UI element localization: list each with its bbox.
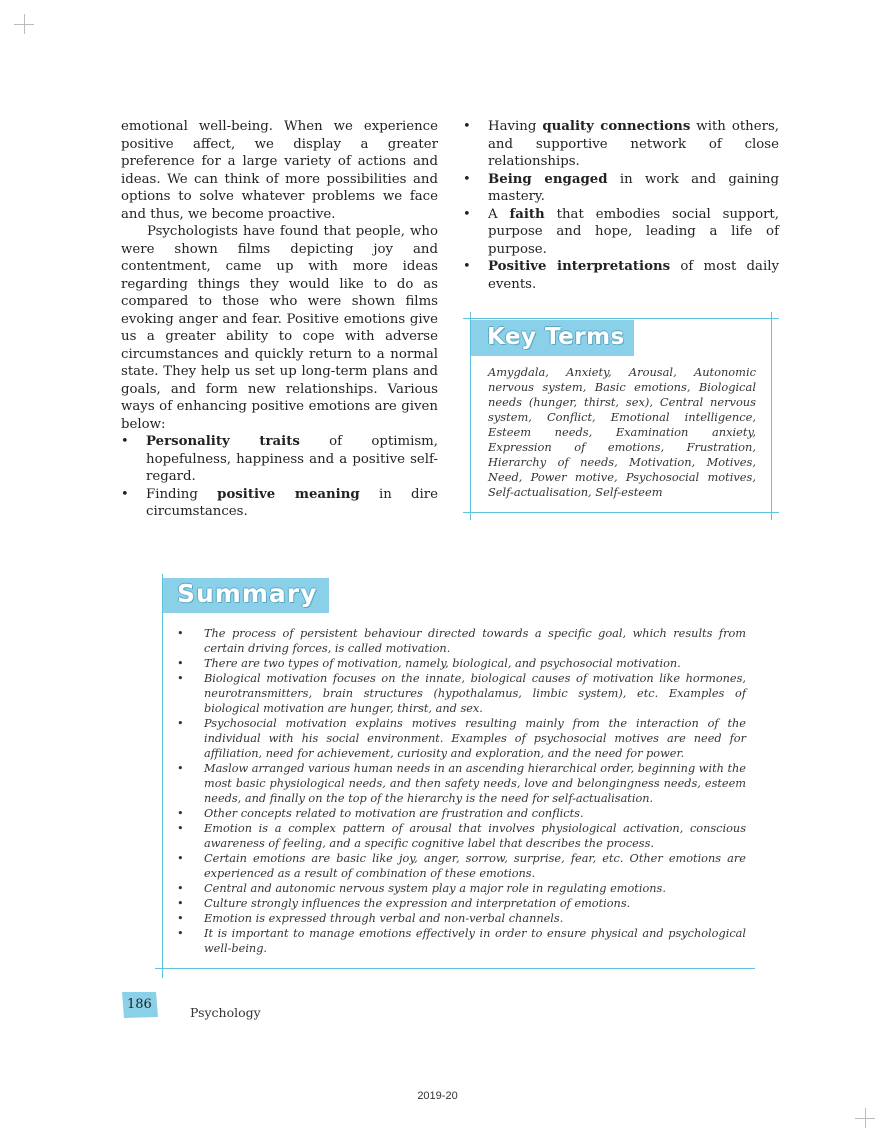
list-item — [463, 171, 779, 206]
summary-list — [177, 626, 746, 956]
list-item — [177, 881, 746, 896]
bold-term: Personality traits — [146, 434, 300, 449]
summary-box — [155, 574, 755, 978]
item-text: of optimism, hopefulness, happiness and a positive self-regard. — [146, 434, 438, 484]
bold-term: positive meaning — [217, 486, 360, 502]
item-text: Having — [488, 119, 543, 134]
summary-header — [163, 578, 329, 613]
key-terms-text: Amygdala, Anxiety, Arousal, Autonomic nervous system, Basic emotions, Biological needs (hunger, thirst, sex), Central nervous system, Conflict, Emotional intelligence, Esteem needs, Examination anxiety, Expression of emotions, Frustration, Hierarchy of needs, Motivation, Motives, Need, Power motive, Psychosocial motives, Self-actualisation, Self-esteem — [488, 365, 756, 499]
item-text: Emotion is expressed through verbal and non-verbal channels. — [204, 912, 564, 925]
list-item — [177, 626, 746, 656]
bullet-icon: • — [177, 627, 184, 640]
key-terms-title: Key Terms — [487, 324, 625, 350]
list-item — [177, 851, 746, 881]
bullet-icon: • — [177, 762, 184, 775]
bullet-icon: • — [463, 206, 471, 222]
item-text: Central and autonomic nervous system play a major role in regulating emotions. — [204, 882, 666, 895]
bullet-icon: • — [177, 657, 184, 670]
item-text: Maslow arranged various human needs in an ascending hierarchical order, beginning with the most basic physiological needs, and then safety needs, love and belongingness needs, esteem needs, and finally on the top of the hierarchy is the need for self-actualisation. — [204, 762, 746, 805]
bullet-icon: • — [177, 672, 184, 685]
list-item — [177, 716, 746, 761]
bullet-list — [463, 118, 779, 293]
list-item — [177, 656, 746, 671]
right-column — [463, 118, 779, 293]
list-item — [121, 486, 438, 521]
bullet-icon: • — [177, 912, 184, 925]
item-text: Psychosocial motivation explains motives resulting mainly from the interaction of the individual with his social environment. Examples of psychosocial motives are need for affiliation, need for achievement, curiosity and exploration, and the need for power. — [204, 717, 746, 760]
item-text: Emotion is a complex pattern of arousal that involves physiological activation, conscious awareness of feeling, and a specific cognitive label that describes the process. — [204, 822, 746, 850]
list-item — [177, 896, 746, 911]
list-item — [177, 911, 746, 926]
bullet-icon: • — [177, 717, 184, 730]
bullet-icon: • — [121, 486, 129, 502]
item-text: Biological motivation focuses on the innate, biological causes of motivation like hormones, neurotransmitters, brain structures (hypothalamus, limbic system), etc. Examples of biological motivation are hunger, thirst, and sex. — [204, 672, 746, 715]
item-text: It is important to manage emotions effectively in order to ensure physical and psychological well-being. — [204, 927, 746, 955]
item-text: of most daily events. — [488, 259, 779, 292]
item-text: in dire circumstances. — [146, 486, 439, 519]
paragraph: Psychologists have found that people, who were shown films depicting joy and contentment, came up with more ideas regarding things they would like to do as compared to those who were shown films evoking anger and fear. Positive emotions give us a greater ability to cope with adverse circumstances and quickly return to a normal state. They help us set up long-term plans and goals, and form new relationships. Various ways of enhancing positive emotions are given below: — [121, 224, 438, 432]
summary-title: Summary — [177, 579, 318, 608]
crop-mark — [24, 14, 25, 34]
list-item — [177, 926, 746, 956]
bullet-icon: • — [177, 852, 184, 865]
bullet-icon: • — [463, 259, 471, 274]
item-text: that embodies social support, purpose and hope, leading a life of purpose. — [488, 206, 779, 257]
list-item — [463, 118, 779, 171]
key-terms-box — [463, 312, 779, 520]
box-rule — [463, 512, 779, 513]
box-rule — [463, 318, 779, 319]
item-text: Finding — [146, 486, 218, 502]
key-terms-header — [471, 320, 634, 356]
edition-year: 2019-20 — [417, 1090, 458, 1102]
item-text: with others, and supportive network of close relationships. — [488, 119, 780, 169]
box-rule — [771, 312, 772, 520]
item-text: The process of persistent behaviour directed towards a specific goal, which results from certain driving forces, is called motivation. — [204, 627, 746, 655]
bold-term: faith — [509, 206, 545, 222]
bold-term: Positive interpretations — [488, 259, 671, 274]
item-text: Certain emotions are basic like joy, anger, sorrow, surprise, fear, etc. Other emotions are experienced as a result of combination of these emotions. — [204, 852, 746, 880]
bullet-icon: • — [177, 927, 184, 940]
item-text: A — [488, 206, 510, 222]
bullet-icon: • — [177, 882, 184, 895]
list-item — [177, 761, 746, 806]
bullet-list — [121, 433, 438, 521]
bullet-icon: • — [177, 822, 184, 835]
box-rule — [162, 574, 163, 978]
bold-term: Being engaged — [488, 171, 608, 187]
list-item — [121, 433, 438, 486]
bullet-icon: • — [463, 171, 471, 187]
bold-term: quality connections — [542, 119, 691, 134]
page-number: 186 — [127, 997, 152, 1012]
item-text: Other concepts related to motivation are frustration and conflicts. — [204, 807, 584, 820]
book-title: Psychology — [190, 1005, 261, 1020]
bullet-icon: • — [177, 807, 184, 820]
crop-mark — [865, 1108, 866, 1128]
paragraph: emotional well-being. When we experience positive affect, we display a greater preference for a large variety of actions and ideas. We can think of more possibilities and options to solve whatever problems we face and thus, we become proactive. — [121, 119, 438, 222]
bullet-icon: • — [463, 119, 471, 134]
list-item — [177, 821, 746, 851]
bullet-icon: • — [121, 434, 129, 449]
list-item — [177, 806, 746, 821]
item-text: Culture strongly influences the expression and interpretation of emotions. — [204, 897, 631, 910]
list-item — [177, 671, 746, 716]
left-column — [121, 118, 438, 521]
list-item — [463, 258, 779, 293]
item-text: There are two types of motivation, namely, biological, and psychosocial motivation. — [204, 657, 681, 670]
bullet-icon: • — [177, 897, 184, 910]
box-rule — [155, 968, 755, 969]
list-item — [463, 206, 779, 259]
item-text: in work and gaining mastery. — [488, 171, 779, 204]
